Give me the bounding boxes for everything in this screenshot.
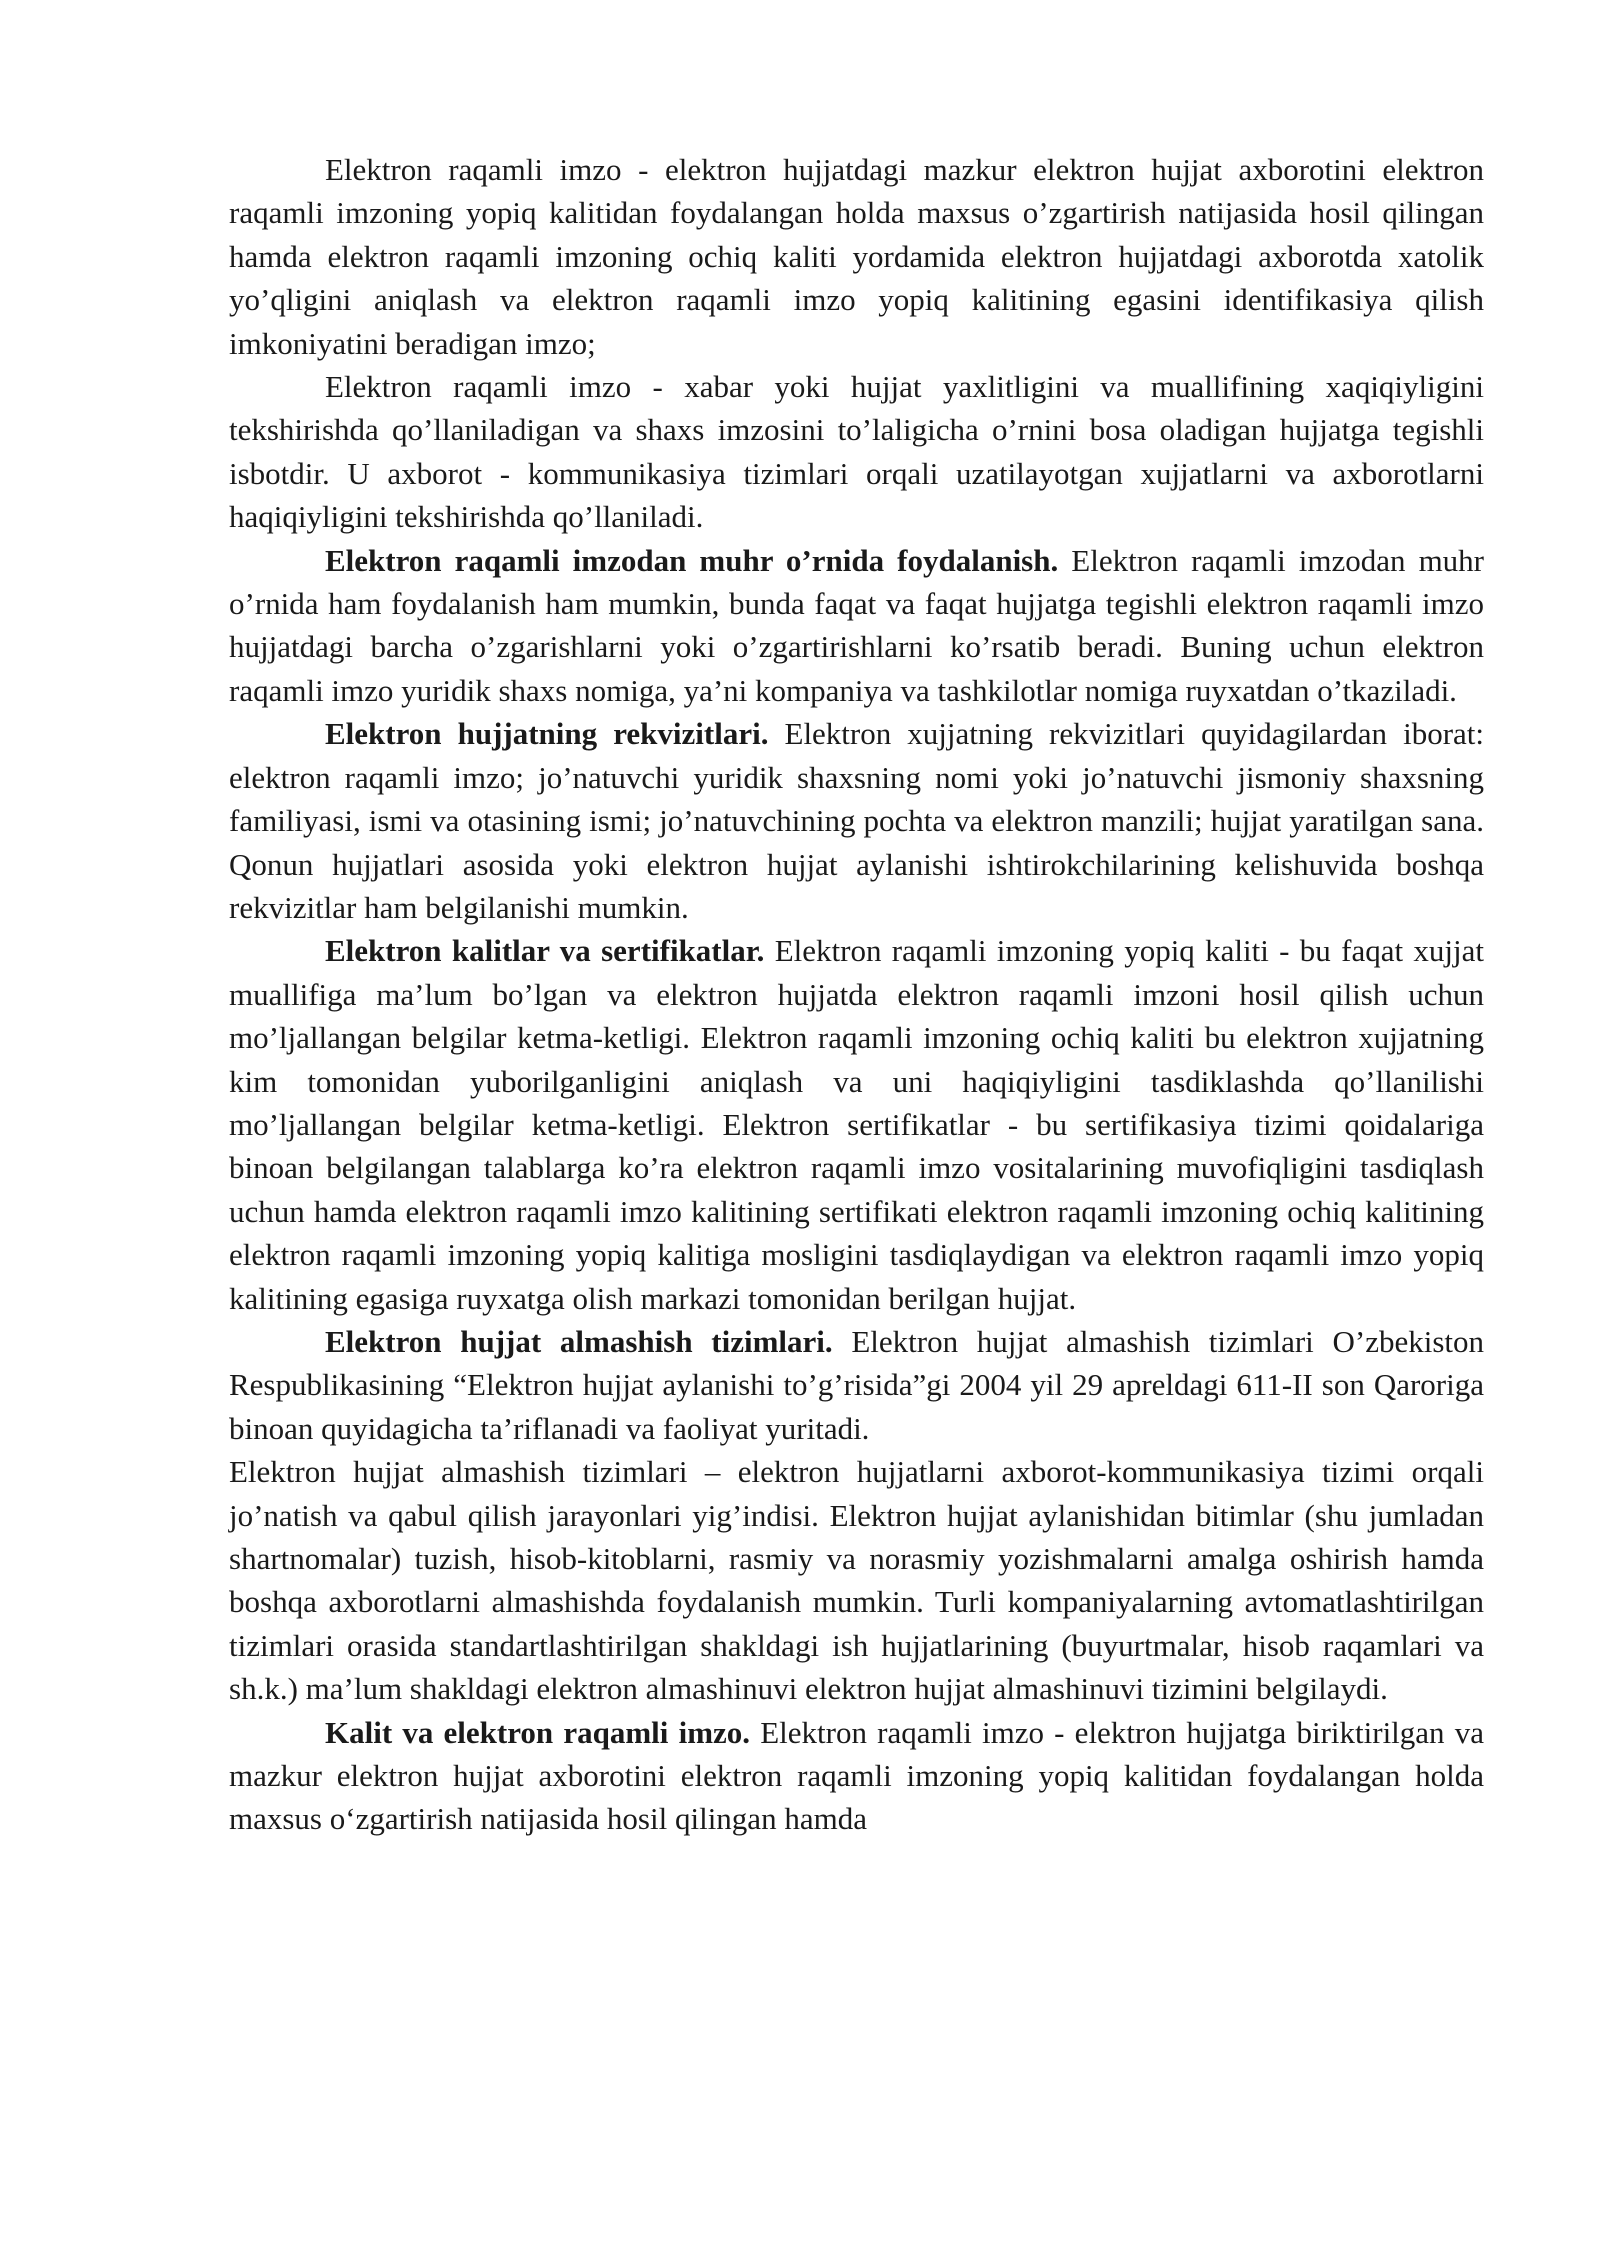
paragraph-6-heading: Elektron hujjat almashish tizimlari. [325,1323,833,1359]
paragraph-8-text: Elektron raqamli imzo - elektron hujjatga biriktirilgan va mazkur elektron hujjat axborotini elektron raqamli imzoning yopiq kalitidan foydalangan holda maxsus o‘zgartirish natijasida hosil qilingan hamda [229,1714,1484,1837]
paragraph-8-heading: Kalit va elektron raqamli imzo. [325,1714,751,1750]
paragraph-4-heading: Elektron hujjatning rekvizitlari. [325,716,769,752]
paragraph-5 [229,929,1484,1320]
paragraph-1 [229,148,1484,365]
paragraph-2 [229,365,1484,539]
paragraph-3 [229,539,1484,713]
paragraph-3-heading: Elektron raqamli imzodan muhr o’rnida foydalanish. [325,542,1059,578]
paragraph-4 [229,712,1484,929]
paragraph-2-text: Elektron raqamli imzo - xabar yoki hujjat yaxlitligini va muallifining xaqiqiyligini tekshirishda qo’llaniladigan va shaxs imzosini to’laligicha o’rnini bosa oladigan hujjatga tegishli isbotdir. U axborot - kommunikasiya tizimlari orqali uzatilayotgan xujjatlarni va axborotlarni haqiqiyligini tekshirishda qo’llaniladi. [229,369,1484,535]
paragraph-8 [229,1711,1484,1841]
paragraph-6-text: Elektron hujjat almashish tizimlari O’zbekiston Respublikasining “Elektron hujjat aylanishi to’g’risida”gi 2004 yil 29 apreldagi 611-II son Qaroriga binoan quyidagicha ta’riflanadi va faoliyat yuritadi. [229,1323,1485,1446]
paragraph-5-text: Elektron raqamli imzoning yopiq kaliti - bu faqat xujjat muallifiga ma’lum bo’lgan va elektron hujjatda elektron raqamli imzoni hosil qilish uchun mo’ljallangan belgilar ketma-ketligi. Elektron raqamli imzoning ochiq kaliti bu elektron xujjatning kim tomonidan yuborilganligini aniqlash va uni haqiqiyligini tasdiklashda qo’llanilishi mo’ljallangan belgilar ketma-ketligi. Elektron sertifikatlar - bu sertifikasiya tizimi qoidalariga binoan belgilangan talablarga ko’ra elektron raqamli imzo vositalarining muvofiqligini tasdiqlash uchun hamda elektron raqamli imzo kalitining sertifikati elektron raqamli imzoning ochiq kalitining elektron raqamli imzoning yopiq kalitiga mosligini tasdiqlaydigan va elektron raqamli imzo yopiq kalitining egasiga ruyxatga olish markazi tomonidan berilgan hujjat. [229,933,1484,1316]
document-page [229,148,1484,1841]
paragraph-5-heading: Elektron kalitlar va sertifikatlar. [325,933,765,969]
paragraph-7-text: Elektron hujjat almashish tizimlari – elektron hujjatlarni axborot-kommunikasiya tizimi orqali jo’natish va qabul qilish jarayonlari yig’indisi. Elektron hujjat aylanishidan bitimlar (shu jumladan shartnomalar) tuzish, hisob-kitoblarni, rasmiy va norasmiy yozishmalarni amalga oshirish hamda boshqa axborotlarni almashishda foydalanish mumkin. Turli kompaniyalarning avtomatlashtirilgan tizimlari orasida standartlashtirilgan shakldagi ish hujjatlarining (buyurtmalar, hisob raqamlari va sh.k.) ma’lum shakldagi elektron almashinuvi elektron hujjat almashinuvi tizimini belgilaydi. [229,1454,1484,1707]
paragraph-4-text: Elektron xujjatning rekvizitlari quyidagilardan iborat: elektron raqamli imzo; jo’natuvchi yuridik shaxsning nomi yoki jo’natuvchi jismoniy shaxsning familiyasi, ismi va otasining ismi; jo’natuvchining pochta va elektron manzili; hujjat yaratilgan sana. Qonun hujjatlari asosida yoki elektron hujjat aylanishi ishtirokchilarining kelishuvida boshqa rekvizitlar ham belgilanishi mumkin. [229,716,1485,925]
paragraph-7 [229,1450,1484,1710]
paragraph-1-text: Elektron raqamli imzo - elektron hujjatdagi mazkur elektron hujjat axborotini elektron raqamli imzoning yopiq kalitidan foydalangan holda maxsus o’zgartirish natijasida hosil qilingan hamda elektron raqamli imzoning ochiq kaliti yordamida elektron hujjatdagi axborotda xatolik yo’qligini aniqlash va elektron raqamli imzo yopiq kalitining egasini identifikasiya qilish imkoniyatini beradigan imzo; [229,152,1484,361]
paragraph-3-text: Elektron raqamli imzodan muhr o’rnida ham foydalanish ham mumkin, bunda faqat va faqat hujjatga tegishli elektron raqamli imzo hujjatdagi barcha o’zgarishlarni yoki o’zgartirishlarni ko’rsatib beradi. Buning uchun elektron raqamli imzo yuridik shaxs nomiga, ya’ni kompaniya va tashkilotlar nomiga ruyxatdan o’tkaziladi. [229,542,1485,708]
paragraph-6 [229,1320,1484,1450]
